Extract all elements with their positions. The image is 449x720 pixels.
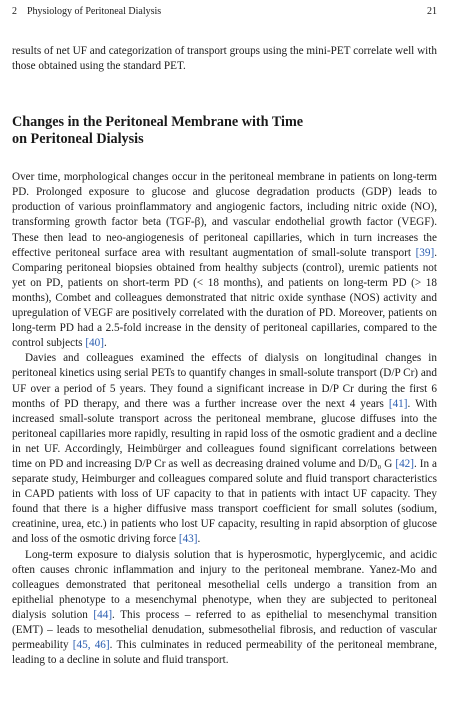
section-heading-line-2: on Peritoneal Dialysis xyxy=(12,131,144,148)
page-number-left: 2 xyxy=(12,6,17,17)
paragraph-2-text-b: . With increased small-solute transport across the peritoneal membrane, glucose diffuses into the peritoneal capillaries more rapidly, resulting in rapid loss of the osmotic gradient and a decline in net UF. Accordingly, Heimbürger and colleagues found significant correlations between time on PD and increasing D/P Cr as well as decreasing drained volume and D/D₀ G xyxy=(12,397,437,470)
chapter-title: Physiology of Peritoneal Dialysis xyxy=(27,6,162,17)
section-heading-line-1: Changes in the Peritoneal Membrane with Time xyxy=(12,114,304,131)
paragraph-2-text-a: Davies and colleagues examined the effects of dialysis on longitudinal changes in peritoneal kinetics using serial PETs to quantify changes in small-solute transport (D/P Cr) and UF over a period of 5 years. They found a significant increase in D/P Cr during the first 6 months of PD therapy, and there was a further increase over the next 4 years xyxy=(12,352,437,410)
body-paragraph-1 xyxy=(12,170,437,351)
citation-43[interactable]: [43] xyxy=(178,533,198,546)
citation-41[interactable]: [41] xyxy=(388,397,408,410)
body-paragraph-3 xyxy=(12,548,437,669)
citation-45-46[interactable]: [45, 46] xyxy=(72,639,110,652)
paragraph-3-text-b: . This process – referred to as epithelial to mesenchymal transition (EMT) – leads to mesothelial denudation, submesothelial fibrosis, and reduction of vascular permeability xyxy=(12,608,437,652)
paragraph-1-text-c: . xyxy=(103,337,107,350)
running-header-left xyxy=(12,5,171,18)
paragraph-3-text-c: . This culminates in reduced permeability of the peritoneal membrane, leading to a decline in solute and fluid transport. xyxy=(12,639,438,667)
section-heading xyxy=(12,114,437,148)
intro-paragraph: results of net UF and categorization of transport groups using the mini-PET correlate well with those obtained using the standard PET. xyxy=(12,45,437,73)
citation-42[interactable]: [42] xyxy=(395,457,414,470)
paragraph-3-text-a: Long-term exposure to dialysis solution that is hyperosmotic, hyperglycemic, and acidic often causes chronic inflammation and injury to the peritoneal membrane. Yanez-Mo and colleagues demonstrated that peritoneal mesothelial cells undergo a transition from an epithelial phenotype to a mesenchymal phenotype, when they are subjected to peritoneal dialysis solution xyxy=(12,548,437,621)
running-header xyxy=(12,5,437,19)
citation-44[interactable]: [44] xyxy=(93,608,113,621)
paragraph-2-text-c: . In a separate study, Heimburger and colleagues compared solute and fluid transport characteristics in CAPD patients with loss of UF capacity to that in patients with intact UF capacity. They found that there is a higher diffusive mass transport coefficient for small solutes (sodium, creatinine, urea, etc.) in patients who lost UF capacity, resulting in rapid absorption of glucose and loss of the osmotic driving force xyxy=(12,457,437,546)
paragraph-1-text-b: . Comparing peritoneal biopsies obtained from healthy subjects (control), uremic patients not yet on PD, patients on short-term PD (< 18 months), and patients on long-term PD (> 18 months), Combet and colleagues demonstrated that nitric oxide synthase (NOS) activity and upregulation of VEGF are positively correlated with the duration of PD. Moreover, patients on long-term PD had a 2.5-fold increase in the density of peritoneal capillaries, compared to the control subjects xyxy=(12,246,437,350)
body-paragraph-2 xyxy=(12,351,437,547)
page-number-right: 21 xyxy=(427,6,437,17)
paragraph-1-text-a: Over time, morphological changes occur in the peritoneal membrane in patients on long-term PD. Prolonged exposure to glucose and glucose degradation products (GDP) leads to production of various proinflammatory and angiogenic factors, including nitric oxide (NO), transforming growth factor beta (TGF-β), and vascular endothelial growth factor (VEGF). These then lead to neo-angiogenesis of peritoneal capillaries, which in turn increases the effective peritoneal surface area with resultant augmentation of small-solute transport xyxy=(12,171,437,259)
citation-40[interactable]: [40] xyxy=(85,337,104,350)
citation-39[interactable]: [39] xyxy=(415,246,435,259)
paragraph-2-text-d: . xyxy=(197,533,201,546)
